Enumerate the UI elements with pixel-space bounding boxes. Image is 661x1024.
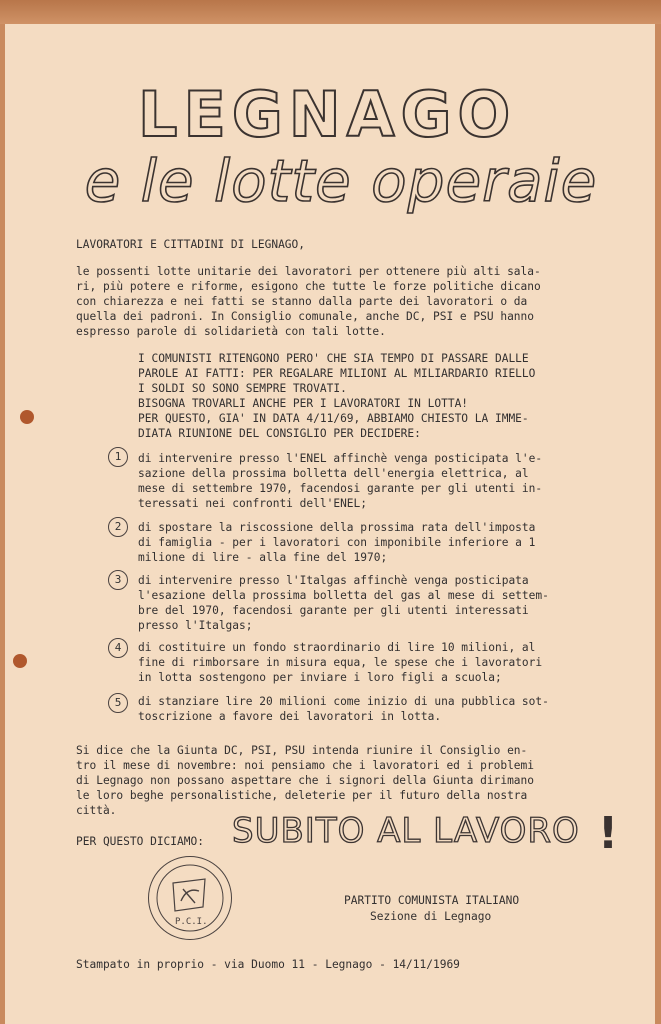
point-text: di intervenire presso l'Italgas affinchè venga posticipata l'esazione della prossima bolletta del gas al mese di settem- bre del 1970, facendosi garante per gli utenti interessati presso l'Italgas; xyxy=(138,574,549,632)
punch-hole-top xyxy=(20,410,34,424)
call-prefix: PER QUESTO DICIAMO: xyxy=(76,835,204,848)
point-text: di stanziare lire 20 milioni come inizio di una pubblica sot- toscrizione a favore dei lavoratori in lotta. xyxy=(138,695,549,723)
point-number: 1 xyxy=(108,447,128,467)
point-number: 5 xyxy=(108,693,128,713)
closing-paragraph: Si dice che la Giunta DC, PSI, PSU intenda riunire il Consiglio en- tro il mese di novembre: noi pensiamo che i lavoratori ed i problemi di Legnago non possano aspettare che i signori della Giunta dirimano le loro beghe personalistiche, deleterie per il futuro della nostra città. xyxy=(76,744,535,817)
headline-title: LEGNAGO xyxy=(138,78,517,151)
salutation: LAVORATORI E CITTADINI DI LEGNAGO, xyxy=(76,238,306,251)
signature-party: PARTITO COMUNISTA ITALIANO xyxy=(344,894,520,907)
punch-hole-bottom xyxy=(13,654,27,668)
point-number: 3 xyxy=(108,570,128,590)
point-number: 2 xyxy=(108,517,128,537)
statement-paragraph: I COMUNISTI RITENGONO PERO' CHE SIA TEMPO DI PASSARE DALLE PAROLE AI FATTI: PER REGALARE MILIONI AL MILIARDARIO RIELLO I SOLDI SO SONO SEMPRE TROVATI. BISOGNA TROVARLI ANCHE PER I LAVORATORI IN LOTTA! PER QUESTO, GIA' IN DATA 4/11/69, ABBIAMO CHIESTO LA IMME- DIATA RIUNIONE DEL CONSIGLIO PER DECIDERE: xyxy=(138,352,536,440)
seal-label: P.C.I. xyxy=(175,917,208,927)
intro-paragraph: le possenti lotte unitarie dei lavoratori per ottenere più alti sala- ri, più potere e riforme, esigono che tutte le forze politiche dicano con chiarezza e nei fatti se stanno dalla parte dei lavoratori o da quella dei padroni. In Consiglio comunale, anche DC, PSI e PSU hanno espresso parole di solidarietà con tali lotte. xyxy=(76,265,541,338)
print-footer: Stampato in proprio - via Duomo 11 - Legnago - 14/11/1969 xyxy=(76,958,460,971)
exclamation-mark: ! xyxy=(598,808,619,859)
call-to-action: SUBITO AL LAVORO xyxy=(232,811,580,851)
point-number: 4 xyxy=(108,638,128,658)
signature-section: Sezione di Legnago xyxy=(370,910,492,923)
party-seal xyxy=(148,856,232,940)
table-background xyxy=(0,0,661,24)
point-text: di intervenire presso l'ENEL affinchè venga posticipata l'e- sazione della prossima bolletta dell'energia elettrica, al mese di settembre 1970, facendosi garante per gli utenti in- teressati nei confronti dell'ENEL; xyxy=(138,452,543,510)
point-text: di spostare la riscossione della prossima rata dell'imposta di famiglia - per i lavoratori con imponibile inferiore a 1 milione di lire - alla fine del 1970; xyxy=(138,521,536,564)
headline-subtitle: e le lotte operaie xyxy=(84,147,598,215)
point-text: di costituire un fondo straordinario di lire 10 milioni, al fine di rimborsare in misura equa, le spese che i lavoratori in lotta sostengono per inviare i loro figli a scuola; xyxy=(138,641,543,684)
